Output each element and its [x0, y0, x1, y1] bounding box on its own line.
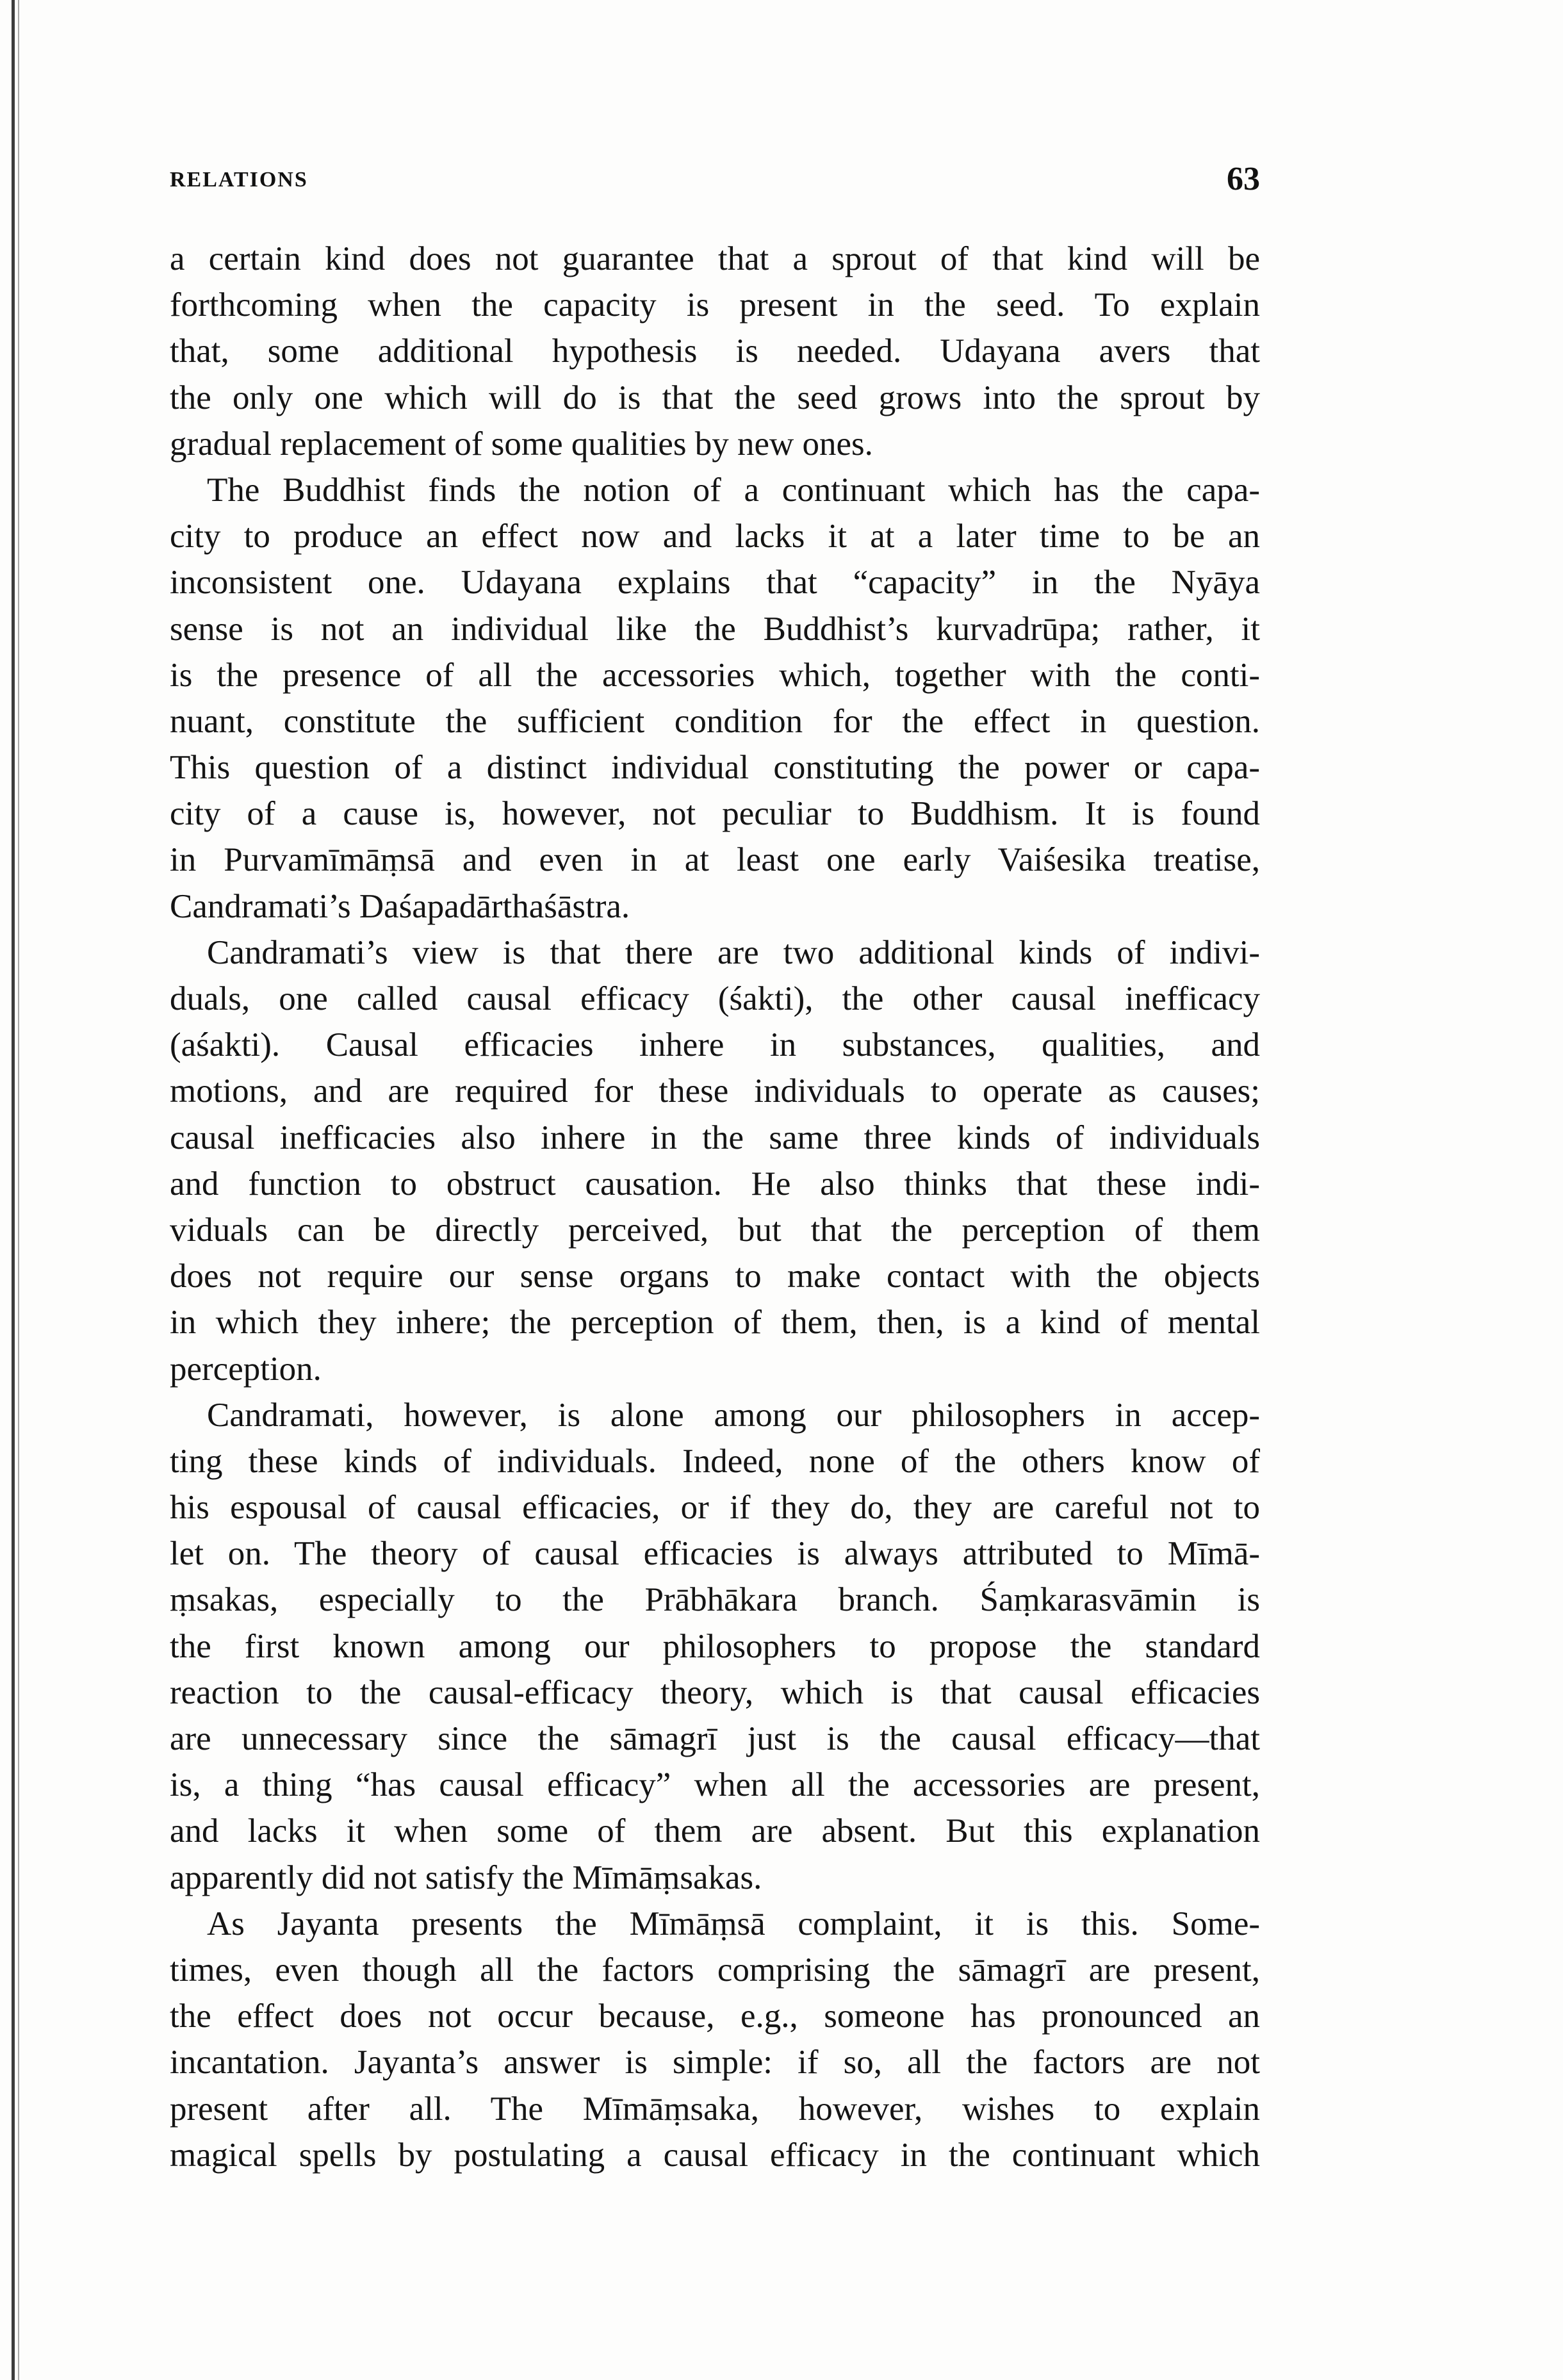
text-line: viduals can be directly perceived, but that the perception of them	[170, 1211, 1260, 1249]
text-line: city of a cause is, however, not peculiar to Buddhism. It is found	[170, 795, 1260, 833]
text-line: present after all. The Mīmāṃsaka, however, wishes to explain	[170, 2090, 1260, 2128]
paragraph-start-line: As Jayanta presents the Mīmāṃsā complaint, it is this. Some-	[207, 1905, 1260, 1942]
text-line: the effect does not occur because, e.g., someone has pronounced an	[170, 1998, 1260, 2035]
text-line: in which they inhere; the perception of them, then, is a kind of mental	[170, 1304, 1260, 1342]
text-line: are unnecessary since the sāmagrī just is the causal efficacy—that	[170, 1720, 1260, 1757]
text-line: that, some additional hypothesis is needed. Udayana avers that	[170, 332, 1260, 370]
text-line: in Purvamīmāṃsā and even in at least one early Vaiśesika treatise,	[170, 841, 1260, 879]
running-head: RELATIONS	[170, 168, 308, 192]
text-line: magical spells by postulating a causal efficacy in the continuant which	[170, 2136, 1260, 2174]
text-line: apparently did not satisfy the Mīmāṃsakas.	[170, 1859, 762, 1896]
text-line: gradual replacement of some qualities by new ones.	[170, 425, 873, 463]
text-line: (aśakti). Causal efficacies inhere in substances, qualities, and	[170, 1026, 1260, 1064]
text-line: is, a thing “has causal efficacy” when all the accessories are present,	[170, 1766, 1260, 1804]
text-line: does not require our sense organs to make contact with the objects	[170, 1258, 1260, 1295]
text-line: inconsistent one. Udayana explains that “capacity” in the Nyāya	[170, 564, 1260, 602]
text-line: the only one which will do is that the seed grows into the sprout by	[170, 379, 1260, 416]
text-line: duals, one called causal efficacy (śakti), the other causal inefficacy	[170, 980, 1260, 1017]
text-line: the first known among our philosophers to propose the standard	[170, 1627, 1260, 1665]
text-line: city to produce an effect now and lacks it at a later time to be an	[170, 518, 1260, 555]
page-number: 63	[1227, 161, 1260, 197]
text-line: causal inefficacies also inhere in the same three kinds of individuals	[170, 1119, 1260, 1156]
paragraph-start-line: Candramati’s view is that there are two additional kinds of indivi-	[207, 933, 1260, 971]
text-line: forthcoming when the capacity is present in the seed. To explain	[170, 286, 1260, 324]
paragraph-start-line: The Buddhist finds the notion of a continuant which has the capa-	[207, 471, 1260, 509]
text-line: This question of a distinct individual constituting the power or capa-	[170, 749, 1260, 787]
text-line: and function to obstruct causation. He also thinks that these indi-	[170, 1165, 1260, 1202]
paragraph-start-line: Candramati, however, is alone among our philosophers in accep-	[207, 1396, 1260, 1434]
text-line: let on. The theory of causal efficacies is always attributed to Mīmā-	[170, 1535, 1260, 1573]
scan-edge-shadow	[12, 0, 15, 2380]
text-line: ṃsakas, especially to the Prābhākara branch. Śaṃkarasvāmin is	[170, 1581, 1260, 1619]
text-line: perception.	[170, 1350, 322, 1388]
body-text	[170, 236, 1260, 2178]
text-line: motions, and are required for these individuals to operate as causes;	[170, 1072, 1260, 1110]
page-header	[170, 160, 1260, 205]
text-line: reaction to the causal-efficacy theory, which is that causal efficacies	[170, 1673, 1260, 1711]
text-line: a certain kind does not guarantee that a sprout of that kind will be	[170, 240, 1260, 277]
text-line: times, even though all the factors comprising the sāmagrī are present,	[170, 1951, 1260, 1989]
text-line: Candramati’s Daśapadārthaśāstra.	[170, 887, 630, 925]
text-line: and lacks it when some of them are absent. But this explanation	[170, 1812, 1260, 1850]
text-line: nuant, constitute the sufficient condition for the effect in question.	[170, 702, 1260, 740]
text-line: sense is not an individual like the Buddhist’s kurvadrūpa; rather, it	[170, 610, 1260, 648]
scan-edge-line	[18, 0, 19, 2380]
text-line: his espousal of causal efficacies, or if they do, they are careful not to	[170, 1489, 1260, 1527]
text-line: incantation. Jayanta’s answer is simple: if so, all the factors are not	[170, 2044, 1260, 2081]
text-line: is the presence of all the accessories which, together with the conti-	[170, 656, 1260, 694]
text-line: ting these kinds of individuals. Indeed, none of the others know of	[170, 1442, 1260, 1480]
